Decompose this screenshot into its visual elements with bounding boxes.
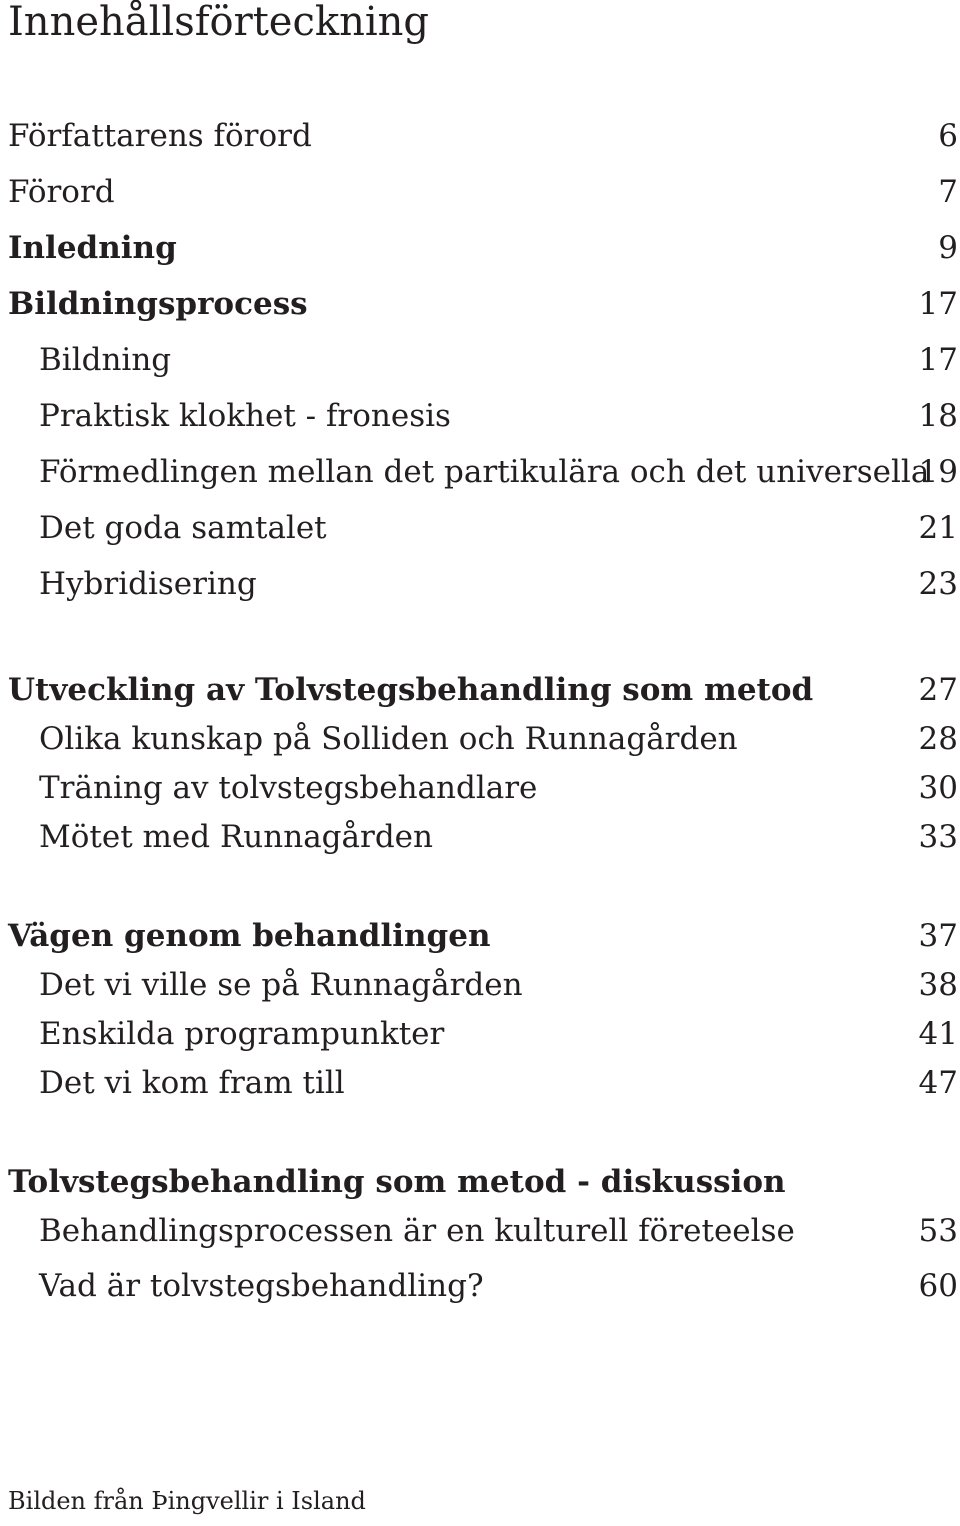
toc-entry[interactable] bbox=[8, 172, 958, 212]
toc-entry[interactable] bbox=[8, 228, 958, 268]
toc-entry[interactable] bbox=[8, 916, 958, 956]
toc-entry-page-number: 27 bbox=[918, 672, 958, 708]
toc-entry-title: Tolvstegsbehandling som metod - diskussion bbox=[8, 1164, 786, 1200]
toc-entry-page-number: 21 bbox=[918, 510, 958, 546]
toc-entry-page-number: 23 bbox=[918, 566, 958, 602]
toc-entry-title: Det goda samtalet bbox=[39, 510, 327, 546]
toc-entry[interactable] bbox=[8, 452, 958, 492]
toc-entry[interactable] bbox=[8, 1014, 958, 1054]
toc-entry-title: Mötet med Runnagården bbox=[39, 819, 433, 855]
toc-entry-page-number: 47 bbox=[918, 1065, 958, 1101]
toc-entry-title: Förmedlingen mellan det partikulära och det universella bbox=[39, 454, 930, 490]
toc-entry-title: Det vi ville se på Runnagården bbox=[39, 967, 523, 1003]
toc-entry-title: Vad är tolvstegsbehandling? bbox=[39, 1268, 484, 1304]
toc-entry[interactable] bbox=[8, 116, 958, 156]
toc-entry-page-number: 17 bbox=[918, 342, 958, 378]
toc-entry-page-number: 41 bbox=[918, 1016, 958, 1052]
toc-entry-title: Hybridisering bbox=[39, 566, 257, 602]
page-title: Innehållsförteckning bbox=[8, 0, 430, 45]
toc-entry-title: Träning av tolvstegsbehandlare bbox=[39, 770, 538, 806]
toc-entry[interactable] bbox=[8, 340, 958, 380]
toc-entry-title: Bildningsprocess bbox=[8, 286, 308, 322]
toc-entry-title: Utveckling av Tolvstegsbehandling som metod bbox=[8, 672, 814, 708]
toc-entry-page-number: 60 bbox=[918, 1268, 958, 1304]
toc-entry[interactable] bbox=[8, 1162, 958, 1202]
toc-entry-page-number: 18 bbox=[918, 398, 958, 434]
toc-entry-title: Det vi kom fram till bbox=[39, 1065, 345, 1101]
toc-entry-page-number: 33 bbox=[918, 819, 958, 855]
toc-entry-page-number: 6 bbox=[938, 118, 958, 154]
toc-entry-title: Inledning bbox=[8, 230, 177, 266]
toc-entry-title: Författarens förord bbox=[8, 118, 312, 154]
toc-entry[interactable] bbox=[8, 564, 958, 604]
toc-entry-title: Behandlingsprocessen är en kulturell företeelse bbox=[39, 1213, 795, 1249]
toc-entry-page-number: 38 bbox=[918, 967, 958, 1003]
toc-entry-title: Olika kunskap på Solliden och Runnagården bbox=[39, 721, 738, 757]
toc-entry-page-number: 7 bbox=[938, 174, 958, 210]
toc-entry-page-number: 30 bbox=[918, 770, 958, 806]
toc-entry-page-number: 17 bbox=[918, 286, 958, 322]
toc-entry[interactable] bbox=[8, 965, 958, 1005]
toc-entry-page-number: 28 bbox=[918, 721, 958, 757]
toc-entry[interactable] bbox=[8, 1211, 958, 1251]
toc-entry[interactable] bbox=[8, 817, 958, 857]
image-caption: Bilden från Þingvellir i Island bbox=[8, 1487, 366, 1515]
toc-entry[interactable] bbox=[8, 508, 958, 548]
toc-entry-title: Enskilda programpunkter bbox=[39, 1016, 445, 1052]
toc-entry[interactable] bbox=[8, 284, 958, 324]
toc-entry-page-number: 37 bbox=[918, 918, 958, 954]
toc-entry-title: Vägen genom behandlingen bbox=[8, 918, 491, 954]
toc-entry-title: Praktisk klokhet - fronesis bbox=[39, 398, 451, 434]
toc-entry-title: Bildning bbox=[39, 342, 172, 378]
toc-entry-page-number: 9 bbox=[938, 230, 958, 266]
toc-entry-page-number: 53 bbox=[918, 1213, 958, 1249]
toc-entry[interactable] bbox=[8, 396, 958, 436]
toc-entry[interactable] bbox=[8, 1266, 958, 1306]
toc-entry[interactable] bbox=[8, 670, 958, 710]
toc-entry[interactable] bbox=[8, 1063, 958, 1103]
toc-entry-title: Förord bbox=[8, 174, 115, 210]
toc-entry[interactable] bbox=[8, 719, 958, 759]
toc-entry-page-number: 19 bbox=[918, 454, 958, 490]
toc-entry[interactable] bbox=[8, 768, 958, 808]
